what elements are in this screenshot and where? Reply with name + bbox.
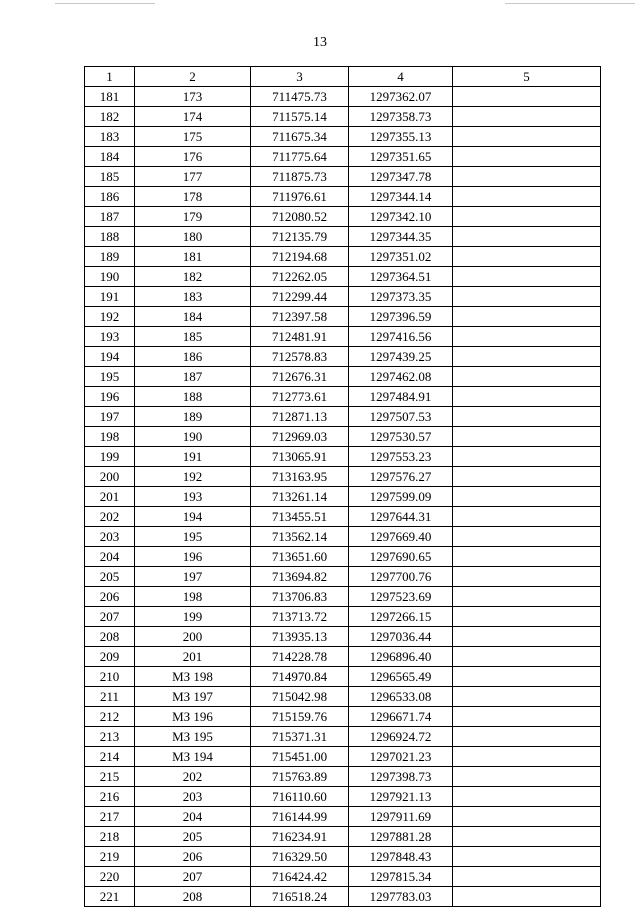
table-cell: 1297364.51 — [349, 267, 453, 287]
table-cell: 185 — [85, 167, 135, 187]
table-cell: 716329.50 — [251, 847, 349, 867]
table-row — [85, 207, 601, 227]
table-cell: 1297351.65 — [349, 147, 453, 167]
table-cell: 207 — [135, 867, 251, 887]
table-cell: 211 — [85, 687, 135, 707]
table-cell: 1297351.02 — [349, 247, 453, 267]
table-cell: 214 — [85, 747, 135, 767]
table-row — [85, 887, 601, 907]
table-cell: 221 — [85, 887, 135, 907]
table-cell: 716144.99 — [251, 807, 349, 827]
table-row — [85, 547, 601, 567]
table-cell: 181 — [135, 247, 251, 267]
table-cell: 1297690.65 — [349, 547, 453, 567]
table-cell — [453, 667, 601, 687]
table-cell — [453, 587, 601, 607]
table-cell — [453, 687, 601, 707]
table-cell: 183 — [135, 287, 251, 307]
table-cell: 182 — [135, 267, 251, 287]
table-row — [85, 587, 601, 607]
page-number: 13 — [313, 35, 327, 50]
table-row — [85, 167, 601, 187]
table-cell — [453, 247, 601, 267]
table-cell — [453, 147, 601, 167]
table-row — [85, 767, 601, 787]
table-cell: 1297553.23 — [349, 447, 453, 467]
table-cell: 220 — [85, 867, 135, 887]
table-cell: 1297783.03 — [349, 887, 453, 907]
table-cell: 191 — [135, 447, 251, 467]
table-cell: 1297484.91 — [349, 387, 453, 407]
table-cell: 200 — [85, 467, 135, 487]
table-cell — [453, 307, 601, 327]
table-cell — [453, 87, 601, 107]
table-cell: 198 — [85, 427, 135, 447]
table-cell: 192 — [135, 467, 251, 487]
table-cell — [453, 707, 601, 727]
table-cell: 203 — [85, 527, 135, 547]
table-cell: 194 — [85, 347, 135, 367]
table-cell: 190 — [85, 267, 135, 287]
table-cell: 200 — [135, 627, 251, 647]
column-header: 4 — [349, 67, 453, 87]
table-row — [85, 287, 601, 307]
table-cell: 197 — [135, 567, 251, 587]
table-cell: 184 — [135, 307, 251, 327]
table-cell — [453, 547, 601, 567]
table-cell — [453, 767, 601, 787]
table-row — [85, 327, 601, 347]
table-cell: 212 — [85, 707, 135, 727]
table-cell: 199 — [85, 447, 135, 467]
table-cell: 213 — [85, 727, 135, 747]
table-cell: 713935.13 — [251, 627, 349, 647]
table-cell — [453, 167, 601, 187]
table-cell — [453, 627, 601, 647]
table-row — [85, 607, 601, 627]
table-row — [85, 247, 601, 267]
table-row — [85, 747, 601, 767]
coordinates-table — [84, 66, 601, 907]
table-cell: 716518.24 — [251, 887, 349, 907]
table-cell: 190 — [135, 427, 251, 447]
table-cell — [453, 487, 601, 507]
table-cell: 188 — [85, 227, 135, 247]
table-cell: 715451.00 — [251, 747, 349, 767]
table-cell: 218 — [85, 827, 135, 847]
table-cell: 713065.91 — [251, 447, 349, 467]
table-row — [85, 367, 601, 387]
table-cell: 173 — [135, 87, 251, 107]
table-cell: 186 — [85, 187, 135, 207]
table-cell: 1297848.43 — [349, 847, 453, 867]
table-cell: 712773.61 — [251, 387, 349, 407]
table-cell: 713455.51 — [251, 507, 349, 527]
table-cell: 711775.64 — [251, 147, 349, 167]
table-row — [85, 347, 601, 367]
table-cell: 204 — [85, 547, 135, 567]
table-cell: 1296924.72 — [349, 727, 453, 747]
table-cell: 202 — [135, 767, 251, 787]
table-cell: 210 — [85, 667, 135, 687]
table-cell: 193 — [135, 487, 251, 507]
table-cell: 713713.72 — [251, 607, 349, 627]
table-cell — [453, 467, 601, 487]
table-cell: 208 — [85, 627, 135, 647]
table-cell: 1297344.14 — [349, 187, 453, 207]
table-cell: 189 — [85, 247, 135, 267]
table-cell: 208 — [135, 887, 251, 907]
table-cell: 204 — [135, 807, 251, 827]
table-cell: 713706.83 — [251, 587, 349, 607]
table-row — [85, 647, 601, 667]
table-cell: 199 — [135, 607, 251, 627]
table-cell: 1297644.31 — [349, 507, 453, 527]
table-cell — [453, 287, 601, 307]
table-row — [85, 627, 601, 647]
table-cell: 1297881.28 — [349, 827, 453, 847]
table-cell: 1297373.35 — [349, 287, 453, 307]
table-cell: 712299.44 — [251, 287, 349, 307]
table-row — [85, 127, 601, 147]
table-cell: 1297036.44 — [349, 627, 453, 647]
table-cell: 205 — [135, 827, 251, 847]
table-cell: 183 — [85, 127, 135, 147]
table-row — [85, 87, 601, 107]
table-cell: 712871.13 — [251, 407, 349, 427]
table-cell: 196 — [85, 387, 135, 407]
table-cell: 1296671.74 — [349, 707, 453, 727]
table-cell — [453, 427, 601, 447]
table-row — [85, 687, 601, 707]
table-cell: 1297396.59 — [349, 307, 453, 327]
table-row — [85, 567, 601, 587]
table-cell: 181 — [85, 87, 135, 107]
table-cell: 1297266.15 — [349, 607, 453, 627]
table-row — [85, 727, 601, 747]
column-header: 2 — [135, 67, 251, 87]
table-row — [85, 467, 601, 487]
table-cell: 174 — [135, 107, 251, 127]
table-cell: 713261.14 — [251, 487, 349, 507]
table-cell: 1297507.53 — [349, 407, 453, 427]
table-cell: 194 — [135, 507, 251, 527]
table-cell: 175 — [135, 127, 251, 147]
table-cell: 714970.84 — [251, 667, 349, 687]
table-cell: 178 — [135, 187, 251, 207]
table-cell: 219 — [85, 847, 135, 867]
table-cell — [453, 267, 601, 287]
table-cell: 1297398.73 — [349, 767, 453, 787]
table-row — [85, 667, 601, 687]
scan-edge-line — [55, 3, 155, 4]
table-cell: 191 — [85, 287, 135, 307]
table-cell — [453, 787, 601, 807]
table-cell: 711675.34 — [251, 127, 349, 147]
table-cell: 713562.14 — [251, 527, 349, 547]
table-cell — [453, 187, 601, 207]
table-cell — [453, 747, 601, 767]
table-cell: 216 — [85, 787, 135, 807]
table-cell — [453, 447, 601, 467]
table-cell: 205 — [85, 567, 135, 587]
table-cell: 201 — [135, 647, 251, 667]
table-cell: 187 — [135, 367, 251, 387]
table-cell: 712194.68 — [251, 247, 349, 267]
table-cell: 716110.60 — [251, 787, 349, 807]
table-cell: МЗ 198 — [135, 667, 251, 687]
table-cell: 192 — [85, 307, 135, 327]
table-cell: 177 — [135, 167, 251, 187]
table-cell: 193 — [85, 327, 135, 347]
table-cell: 711475.73 — [251, 87, 349, 107]
table-cell: 182 — [85, 107, 135, 127]
table-cell — [453, 807, 601, 827]
table-cell: 1297599.09 — [349, 487, 453, 507]
table-cell: 712397.58 — [251, 307, 349, 327]
table-cell: 203 — [135, 787, 251, 807]
table-cell: 1297439.25 — [349, 347, 453, 367]
table-cell: МЗ 197 — [135, 687, 251, 707]
table-cell: 188 — [135, 387, 251, 407]
table-cell: 715763.89 — [251, 767, 349, 787]
table-cell — [453, 347, 601, 367]
table-cell: 1297523.69 — [349, 587, 453, 607]
table-cell: 1296533.08 — [349, 687, 453, 707]
table-row — [85, 307, 601, 327]
table-cell: 713163.95 — [251, 467, 349, 487]
table-cell: 712578.83 — [251, 347, 349, 367]
table-cell — [453, 727, 601, 747]
table-cell: 1297416.56 — [349, 327, 453, 347]
table-cell: 711575.14 — [251, 107, 349, 127]
table-cell — [453, 227, 601, 247]
table-cell: 716234.91 — [251, 827, 349, 847]
table-cell: 1297576.27 — [349, 467, 453, 487]
table-cell — [453, 367, 601, 387]
table-cell — [453, 387, 601, 407]
table-cell: 186 — [135, 347, 251, 367]
table-cell: 197 — [85, 407, 135, 427]
table-row — [85, 147, 601, 167]
table-cell: 1297815.34 — [349, 867, 453, 887]
table-cell: 176 — [135, 147, 251, 167]
table-cell: 189 — [135, 407, 251, 427]
table-cell — [453, 127, 601, 147]
table-cell — [453, 827, 601, 847]
table-row — [85, 407, 601, 427]
table-row — [85, 447, 601, 467]
table-cell — [453, 207, 601, 227]
table-cell: 1297921.13 — [349, 787, 453, 807]
table-row — [85, 187, 601, 207]
column-header: 5 — [453, 67, 601, 87]
table-cell: МЗ 195 — [135, 727, 251, 747]
table-cell: 711875.73 — [251, 167, 349, 187]
table-row — [85, 487, 601, 507]
table-row — [85, 427, 601, 447]
table-row — [85, 847, 601, 867]
table-row — [85, 807, 601, 827]
table-cell: 712135.79 — [251, 227, 349, 247]
table-cell: 712481.91 — [251, 327, 349, 347]
table-cell: 198 — [135, 587, 251, 607]
table-cell: 712969.03 — [251, 427, 349, 447]
table-cell: 713694.82 — [251, 567, 349, 587]
table-cell: 202 — [85, 507, 135, 527]
table-cell: 1297362.07 — [349, 87, 453, 107]
table-row — [85, 707, 601, 727]
table-header-row — [85, 67, 601, 87]
table-cell: 1297462.08 — [349, 367, 453, 387]
table-cell: 1297342.10 — [349, 207, 453, 227]
table-row — [85, 827, 601, 847]
table-cell: 209 — [85, 647, 135, 667]
table-cell — [453, 567, 601, 587]
column-header: 3 — [251, 67, 349, 87]
table-cell: 711976.61 — [251, 187, 349, 207]
table-cell: 713651.60 — [251, 547, 349, 567]
table-cell: 180 — [135, 227, 251, 247]
table-cell: 1297347.78 — [349, 167, 453, 187]
table-row — [85, 507, 601, 527]
table-cell: 207 — [85, 607, 135, 627]
table-cell — [453, 507, 601, 527]
table-cell: 195 — [85, 367, 135, 387]
table-row — [85, 387, 601, 407]
table-cell — [453, 647, 601, 667]
table-cell: 712080.52 — [251, 207, 349, 227]
table-cell: 1296896.40 — [349, 647, 453, 667]
table-cell: 215 — [85, 767, 135, 787]
table-cell: 201 — [85, 487, 135, 507]
table-row — [85, 267, 601, 287]
table-cell: 1296565.49 — [349, 667, 453, 687]
table-cell: 712262.05 — [251, 267, 349, 287]
table-cell — [453, 887, 601, 907]
column-header: 1 — [85, 67, 135, 87]
table-cell: 195 — [135, 527, 251, 547]
table-cell — [453, 407, 601, 427]
table-cell — [453, 107, 601, 127]
table-cell — [453, 847, 601, 867]
table-cell: 206 — [135, 847, 251, 867]
table-cell — [453, 527, 601, 547]
table-row — [85, 527, 601, 547]
table-cell: 715159.76 — [251, 707, 349, 727]
table-cell — [453, 327, 601, 347]
table-row — [85, 107, 601, 127]
table-row — [85, 787, 601, 807]
table-cell: 1297344.35 — [349, 227, 453, 247]
table-cell — [453, 607, 601, 627]
table-cell: 1297911.69 — [349, 807, 453, 827]
table-cell: 1297669.40 — [349, 527, 453, 547]
table-cell: 206 — [85, 587, 135, 607]
table-cell — [453, 867, 601, 887]
table-cell: 1297530.57 — [349, 427, 453, 447]
table-row — [85, 867, 601, 887]
table-cell: 187 — [85, 207, 135, 227]
table-cell: 712676.31 — [251, 367, 349, 387]
table-cell: 196 — [135, 547, 251, 567]
table-cell: МЗ 196 — [135, 707, 251, 727]
table-cell: 715371.31 — [251, 727, 349, 747]
table-cell: 1297355.13 — [349, 127, 453, 147]
table-cell: 184 — [85, 147, 135, 167]
table-cell: МЗ 194 — [135, 747, 251, 767]
table-cell: 715042.98 — [251, 687, 349, 707]
table-cell: 1297700.76 — [349, 567, 453, 587]
table-cell: 185 — [135, 327, 251, 347]
table-cell: 1297358.73 — [349, 107, 453, 127]
table-cell: 179 — [135, 207, 251, 227]
table-row — [85, 227, 601, 247]
table-cell: 716424.42 — [251, 867, 349, 887]
table-cell: 217 — [85, 807, 135, 827]
table-cell: 1297021.23 — [349, 747, 453, 767]
table-cell: 714228.78 — [251, 647, 349, 667]
scan-edge-line — [505, 3, 635, 4]
